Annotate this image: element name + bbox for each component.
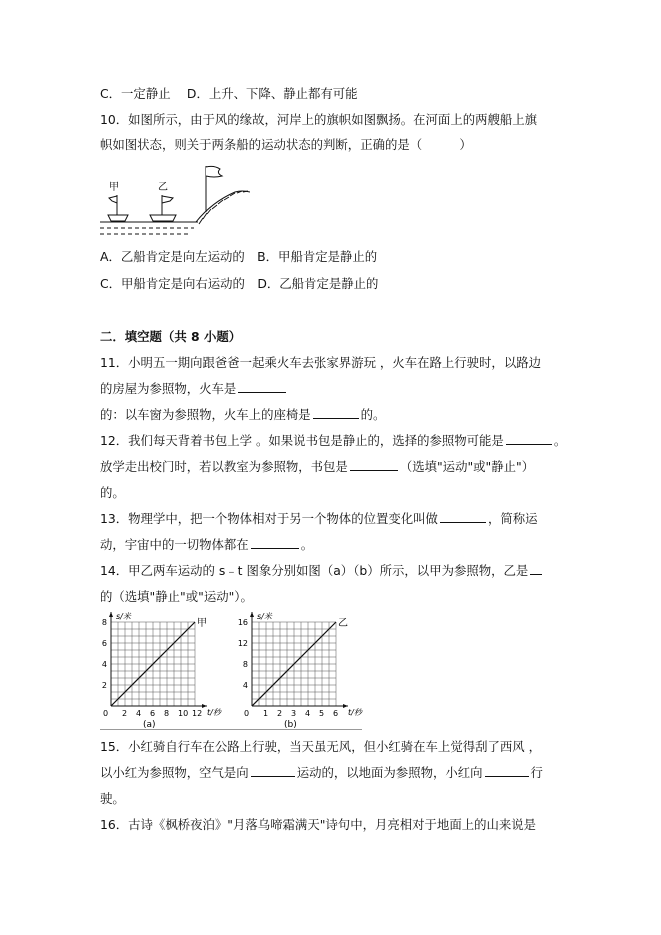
question-10-options-ab: A．乙船肯定是向左运动的 B．甲船肯定是静止的	[100, 249, 378, 264]
answer-blank[interactable]	[238, 380, 286, 393]
question-10-line1: 10．如图所示，由于风的缘故，河岸上的旗帜如图飘扬。在河面上的两艘船上旗	[100, 112, 538, 127]
graph-baseline	[100, 729, 362, 730]
question-13-line2: 动，宇宙中的一切物体都在 。	[100, 537, 314, 552]
x-tick-label: 4	[136, 709, 142, 718]
section-title-fill-blank: 二．填空题（共 8 小题）	[100, 329, 242, 344]
chart-caption: (b)	[284, 720, 297, 730]
y-tick-label: 4	[101, 660, 107, 669]
question-14-line1: 14．甲乙两车运动的 s﹣t 图象分别如图（a）（b）所示，以甲为参照物，乙是	[100, 562, 570, 580]
boat-jia	[108, 195, 128, 221]
y-axis-label: s/米	[257, 612, 272, 621]
x-tick-label: 10	[178, 709, 189, 718]
answer-blank[interactable]	[350, 458, 398, 471]
x-axis-label: t/秒	[207, 708, 221, 717]
question-10-options-cd: C．甲船肯定是向右运动的 D．乙船肯定是静止的	[100, 276, 379, 291]
st-graph-a	[97, 610, 222, 730]
x-tick-label: 6	[150, 709, 156, 718]
y-axis-arrow	[109, 612, 113, 617]
x-tick-label: 0	[244, 709, 250, 718]
series-label: 乙	[338, 618, 348, 629]
water-lines	[100, 222, 198, 234]
x-tick-label: 0	[103, 709, 109, 718]
boat-label-jia: 甲	[109, 182, 119, 193]
question-10-line2: 帜如图状态，则关于两条船的运动状态的判断，正确的是（ ）	[100, 137, 472, 152]
boat-yi	[150, 195, 176, 221]
question-16-line1: 16．古诗《枫桥夜泊》"月落乌啼霜满天"诗句中，月亮相对于地面上的山来说是	[100, 817, 537, 832]
y-tick-label: 2	[101, 681, 107, 690]
question-15-line2: 以小红为参照物，空气是向 运动的，以地面为参照物，小红向 行	[100, 765, 543, 780]
question-14-line2: 的（选填"静止"或"运动"）。	[100, 589, 253, 604]
y-axis-label: s/米	[116, 612, 131, 621]
y-tick-label: 6	[101, 639, 107, 648]
boat-label-yi: 乙	[158, 182, 168, 193]
answer-blank[interactable]	[251, 764, 295, 777]
shore-flag	[206, 166, 222, 212]
y-tick-label: 12	[238, 639, 248, 648]
chart-caption: (a)	[143, 720, 156, 730]
question-11-line1: 11．小明五一期向跟爸爸一起乘火车去张家界游玩 ，火车在路上行驶时，以路边	[100, 355, 541, 370]
question-15-line3: 驶。	[100, 791, 125, 806]
x-tick-label: 12	[192, 709, 203, 718]
answer-blank[interactable]	[485, 764, 529, 777]
y-tick-label: 8	[242, 660, 248, 669]
option-c-d-q9: C．一定静止 D．上升、下降、静止都有可能	[100, 86, 358, 101]
y-axis-arrow	[250, 612, 254, 617]
question-12-line2: 放学走出校门时，若以教室为参照物，书包是 （选填"运动"或"静止"）	[100, 459, 535, 474]
series-label: 甲	[197, 618, 207, 629]
boats-flag-diagram	[100, 162, 250, 242]
answer-blank[interactable]	[313, 406, 359, 419]
x-tick-label: 8	[164, 709, 170, 718]
question-11-line2: 的房屋为参照物，火车是	[100, 380, 570, 398]
question-15-line1: 15．小红骑自行车在公路上行驶，当天虽无风，但小红骑在车上觉得刮了西风 ，	[100, 739, 541, 754]
x-tick-label: 1	[263, 709, 269, 718]
answer-blank[interactable]	[251, 536, 299, 549]
x-tick-label: 4	[305, 709, 311, 718]
st-graph-b	[238, 610, 368, 730]
question-12-line1: 12．我们每天背着书包上学 。如果说书包是静止的，选择的参照物可能是 。	[100, 433, 567, 448]
x-tick-label: 2	[277, 709, 283, 718]
question-13-line1: 13．物理学中，把一个物体相对于另一个物体的位置变化叫做 ，简称运	[100, 511, 538, 526]
question-11-line3: 的：以车窗为参照物，火车上的座椅是 的。	[100, 407, 386, 422]
shore	[196, 191, 250, 224]
answer-blank[interactable]	[530, 562, 542, 575]
x-tick-label: 5	[319, 709, 325, 718]
x-axis-label: t/秒	[348, 708, 362, 717]
y-tick-label: 8	[101, 618, 107, 627]
answer-blank[interactable]	[506, 432, 552, 445]
question-12-line3: 的。	[100, 485, 125, 500]
answer-blank[interactable]	[440, 510, 486, 523]
x-tick-label: 3	[291, 709, 297, 718]
y-tick-label: 16	[238, 618, 248, 627]
x-tick-label: 6	[333, 709, 339, 718]
x-tick-label: 2	[122, 709, 128, 718]
y-tick-label: 4	[242, 681, 248, 690]
